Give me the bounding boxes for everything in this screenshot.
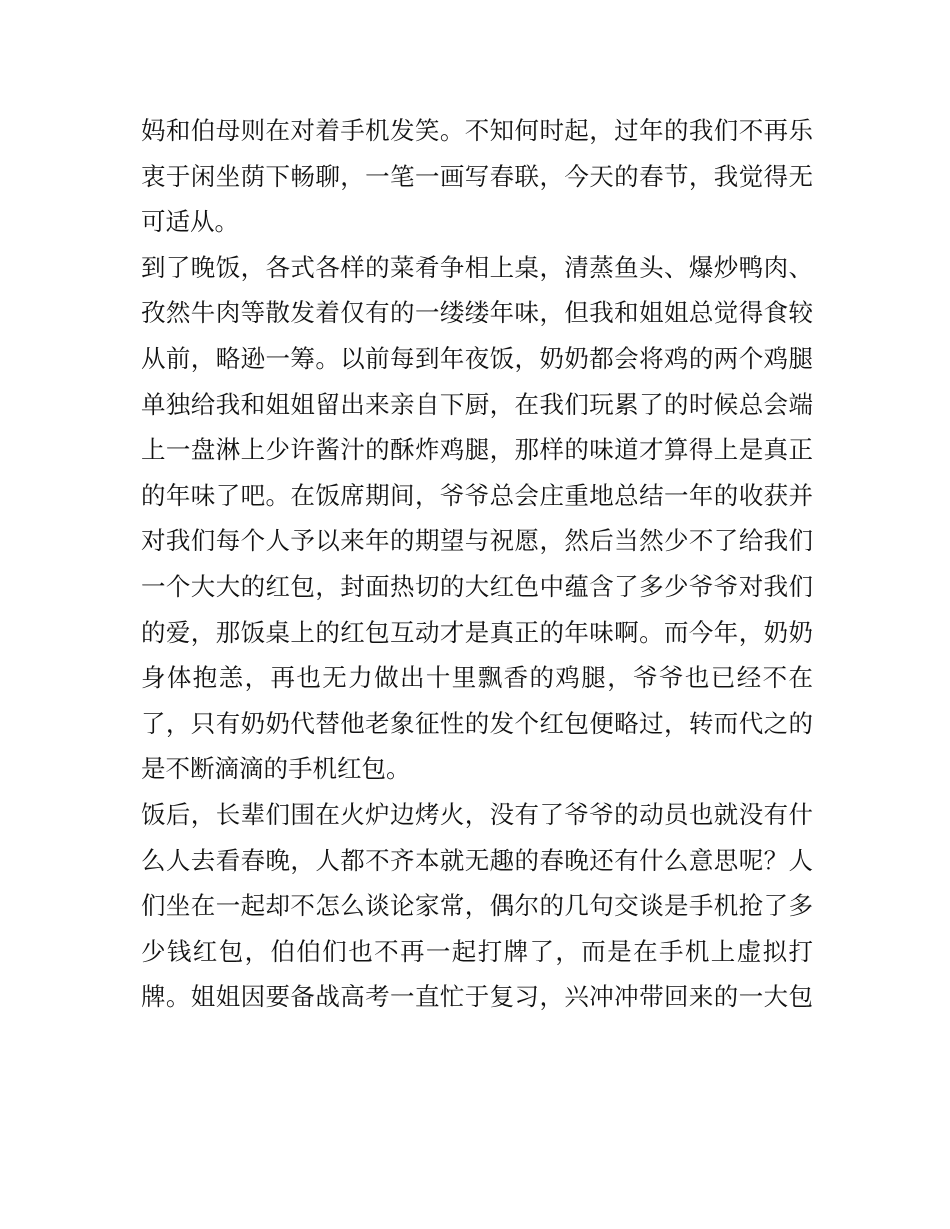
text-line: 可适从。 <box>141 207 239 237</box>
text-line: 到了晚饭，各式各样的菜肴争相上桌，清蒸鱼头、爆炒鸭肉、 <box>141 252 813 282</box>
text-line: 么人去看春晚，人都不齐本就无趣的春晚还有什么意思呢？人 <box>141 845 813 875</box>
text-line: 是不断滴滴的手机红包。 <box>141 754 411 784</box>
body-text <box>141 108 813 1020</box>
text-line: 单独给我和姐姐留出来亲自下厨，在我们玩累了的时候总会端 <box>141 389 813 419</box>
text-line: 少钱红包，伯伯们也不再一起打牌了，而是在手机上虚拟打 <box>141 936 813 966</box>
text-line: 妈和伯母则在对着手机发笑。不知何时起，过年的我们不再乐 <box>141 116 813 145</box>
text-line: 对我们每个人予以来年的期望与祝愿，然后当然少不了给我们 <box>141 526 813 556</box>
text-line: 从前，略逊一筹。以前每到年夜饭，奶奶都会将鸡的两个鸡腿 <box>141 343 813 373</box>
text-line: 牌。姐姐因要备战高考一直忙于复习，兴冲冲带回来的一大包 <box>141 982 813 1012</box>
text-line: 衷于闲坐荫下畅聊，一笔一画写春联，今天的春节，我觉得无 <box>141 161 813 191</box>
text-line: 上一盘淋上少许酱汁的酥炸鸡腿，那样的味道才算得上是真正 <box>141 435 813 465</box>
text-line: 饭后，长辈们围在火炉边烤火，没有了爷爷的动员也就没有什 <box>141 799 813 829</box>
text-line: 了，只有奶奶代替他老象征性的发个红包便略过，转而代之的 <box>141 708 813 738</box>
text-line: 一个大大的红包，封面热切的大红色中蕴含了多少爷爷对我们 <box>141 571 813 601</box>
text-line: 的爱，那饭桌上的红包互动才是真正的年味啊。而今年，奶奶 <box>141 617 813 647</box>
text-line: 身体抱恙，再也无力做出十里飘香的鸡腿，爷爷也已经不在 <box>141 663 813 693</box>
text-line: 孜然牛肉等散发着仅有的一缕缕年味，但我和姐姐总觉得食较 <box>141 298 813 328</box>
text-line: 的年味了吧。在饭席期间，爷爷总会庄重地总结一年的收获并 <box>141 480 813 510</box>
text-line: 们坐在一起却不怎么谈论家常，偶尔的几句交谈是手机抢了多 <box>141 891 813 921</box>
